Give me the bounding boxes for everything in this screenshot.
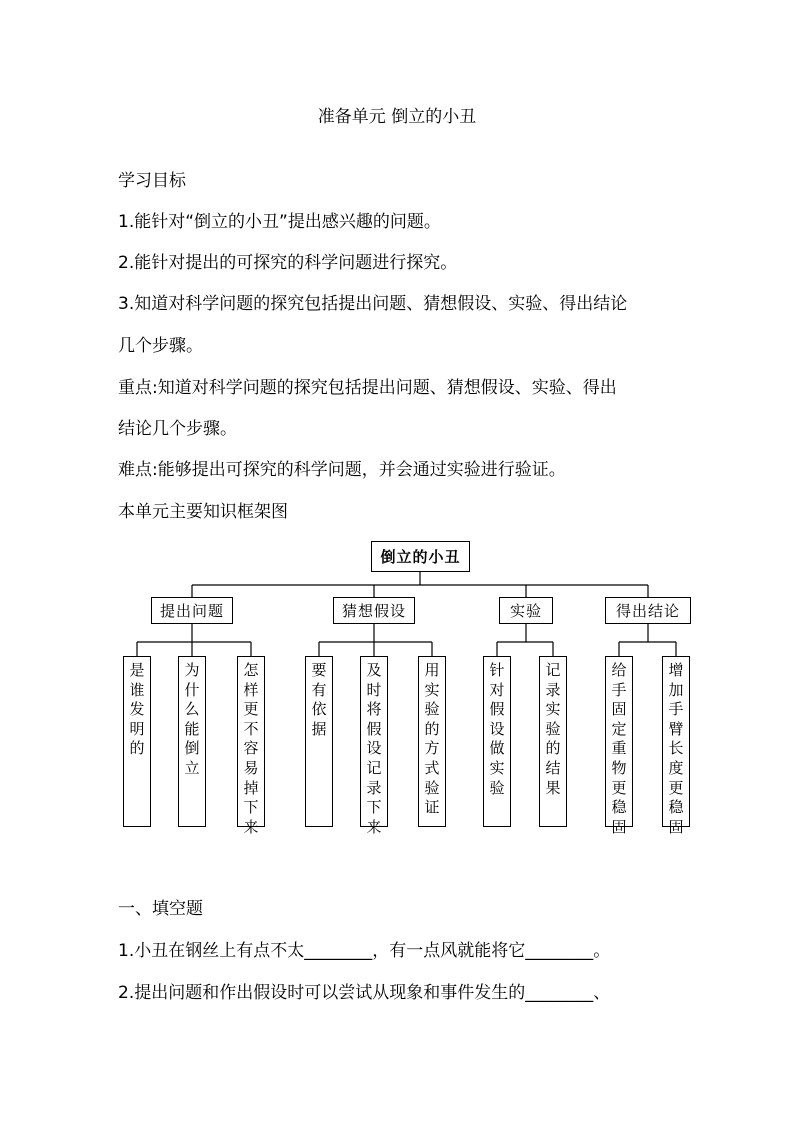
- difficulty: 难点:能够提出可探究的科学问题，并会通过实验进行验证。: [118, 460, 566, 480]
- leaf-record-results: 记录实验的结果: [539, 656, 567, 827]
- exercise-q2: 2.提出问题和作出假设时可以尝试从现象和事件发生的________、: [118, 983, 611, 1003]
- leaf-how-stable: 怎样更不容易掉下来: [237, 656, 265, 827]
- key-point-cont: 结论几个步骤。: [118, 419, 237, 439]
- objective-3: 3.知道对科学问题的探究包括提出问题、猜想假设、实验、得出结论: [118, 294, 628, 314]
- objective-1: 1.能针对“倒立的小丑”提出感兴趣的问题。: [118, 212, 441, 232]
- leaf-test-hypothesis: 针对假设做实验: [483, 656, 511, 827]
- category-conclusion: 得出结论: [605, 597, 691, 624]
- category-ask-questions: 提出问题: [151, 597, 233, 624]
- category-hypothesis: 猜想假设: [333, 597, 415, 624]
- exercise-q1: 1.小丑在钢丝上有点不太________，有一点风就能将它________。: [118, 941, 611, 961]
- objectives-heading: 学习目标: [118, 171, 186, 191]
- objective-3-cont: 几个步骤。: [118, 336, 203, 356]
- leaf-longer-arms: 增加手臂长度更稳固: [662, 656, 690, 827]
- objective-2: 2.能针对提出的可探究的科学问题进行探究。: [118, 253, 458, 273]
- exercise-heading: 一、填空题: [118, 899, 203, 919]
- leaf-why-stand: 为什么能倒立: [178, 656, 206, 827]
- framework-root: 倒立的小丑: [371, 541, 470, 572]
- framework-heading: 本单元主要知识框架图: [118, 502, 288, 522]
- key-point: 重点:知道对科学问题的探究包括提出问题、猜想假设、实验、得出: [118, 378, 617, 398]
- leaf-who-invented: 是谁发明的: [123, 656, 151, 827]
- category-experiment: 实验: [499, 597, 553, 624]
- leaf-verify-experiment: 用实验的方式验证: [418, 656, 446, 827]
- leaf-add-weight: 给手固定重物更稳固: [605, 656, 633, 827]
- page-title: 准备单元 倒立的小丑: [317, 107, 477, 127]
- leaf-need-basis: 要有依据: [305, 656, 333, 827]
- leaf-record-hypothesis: 及时将假设记录下来: [360, 656, 388, 827]
